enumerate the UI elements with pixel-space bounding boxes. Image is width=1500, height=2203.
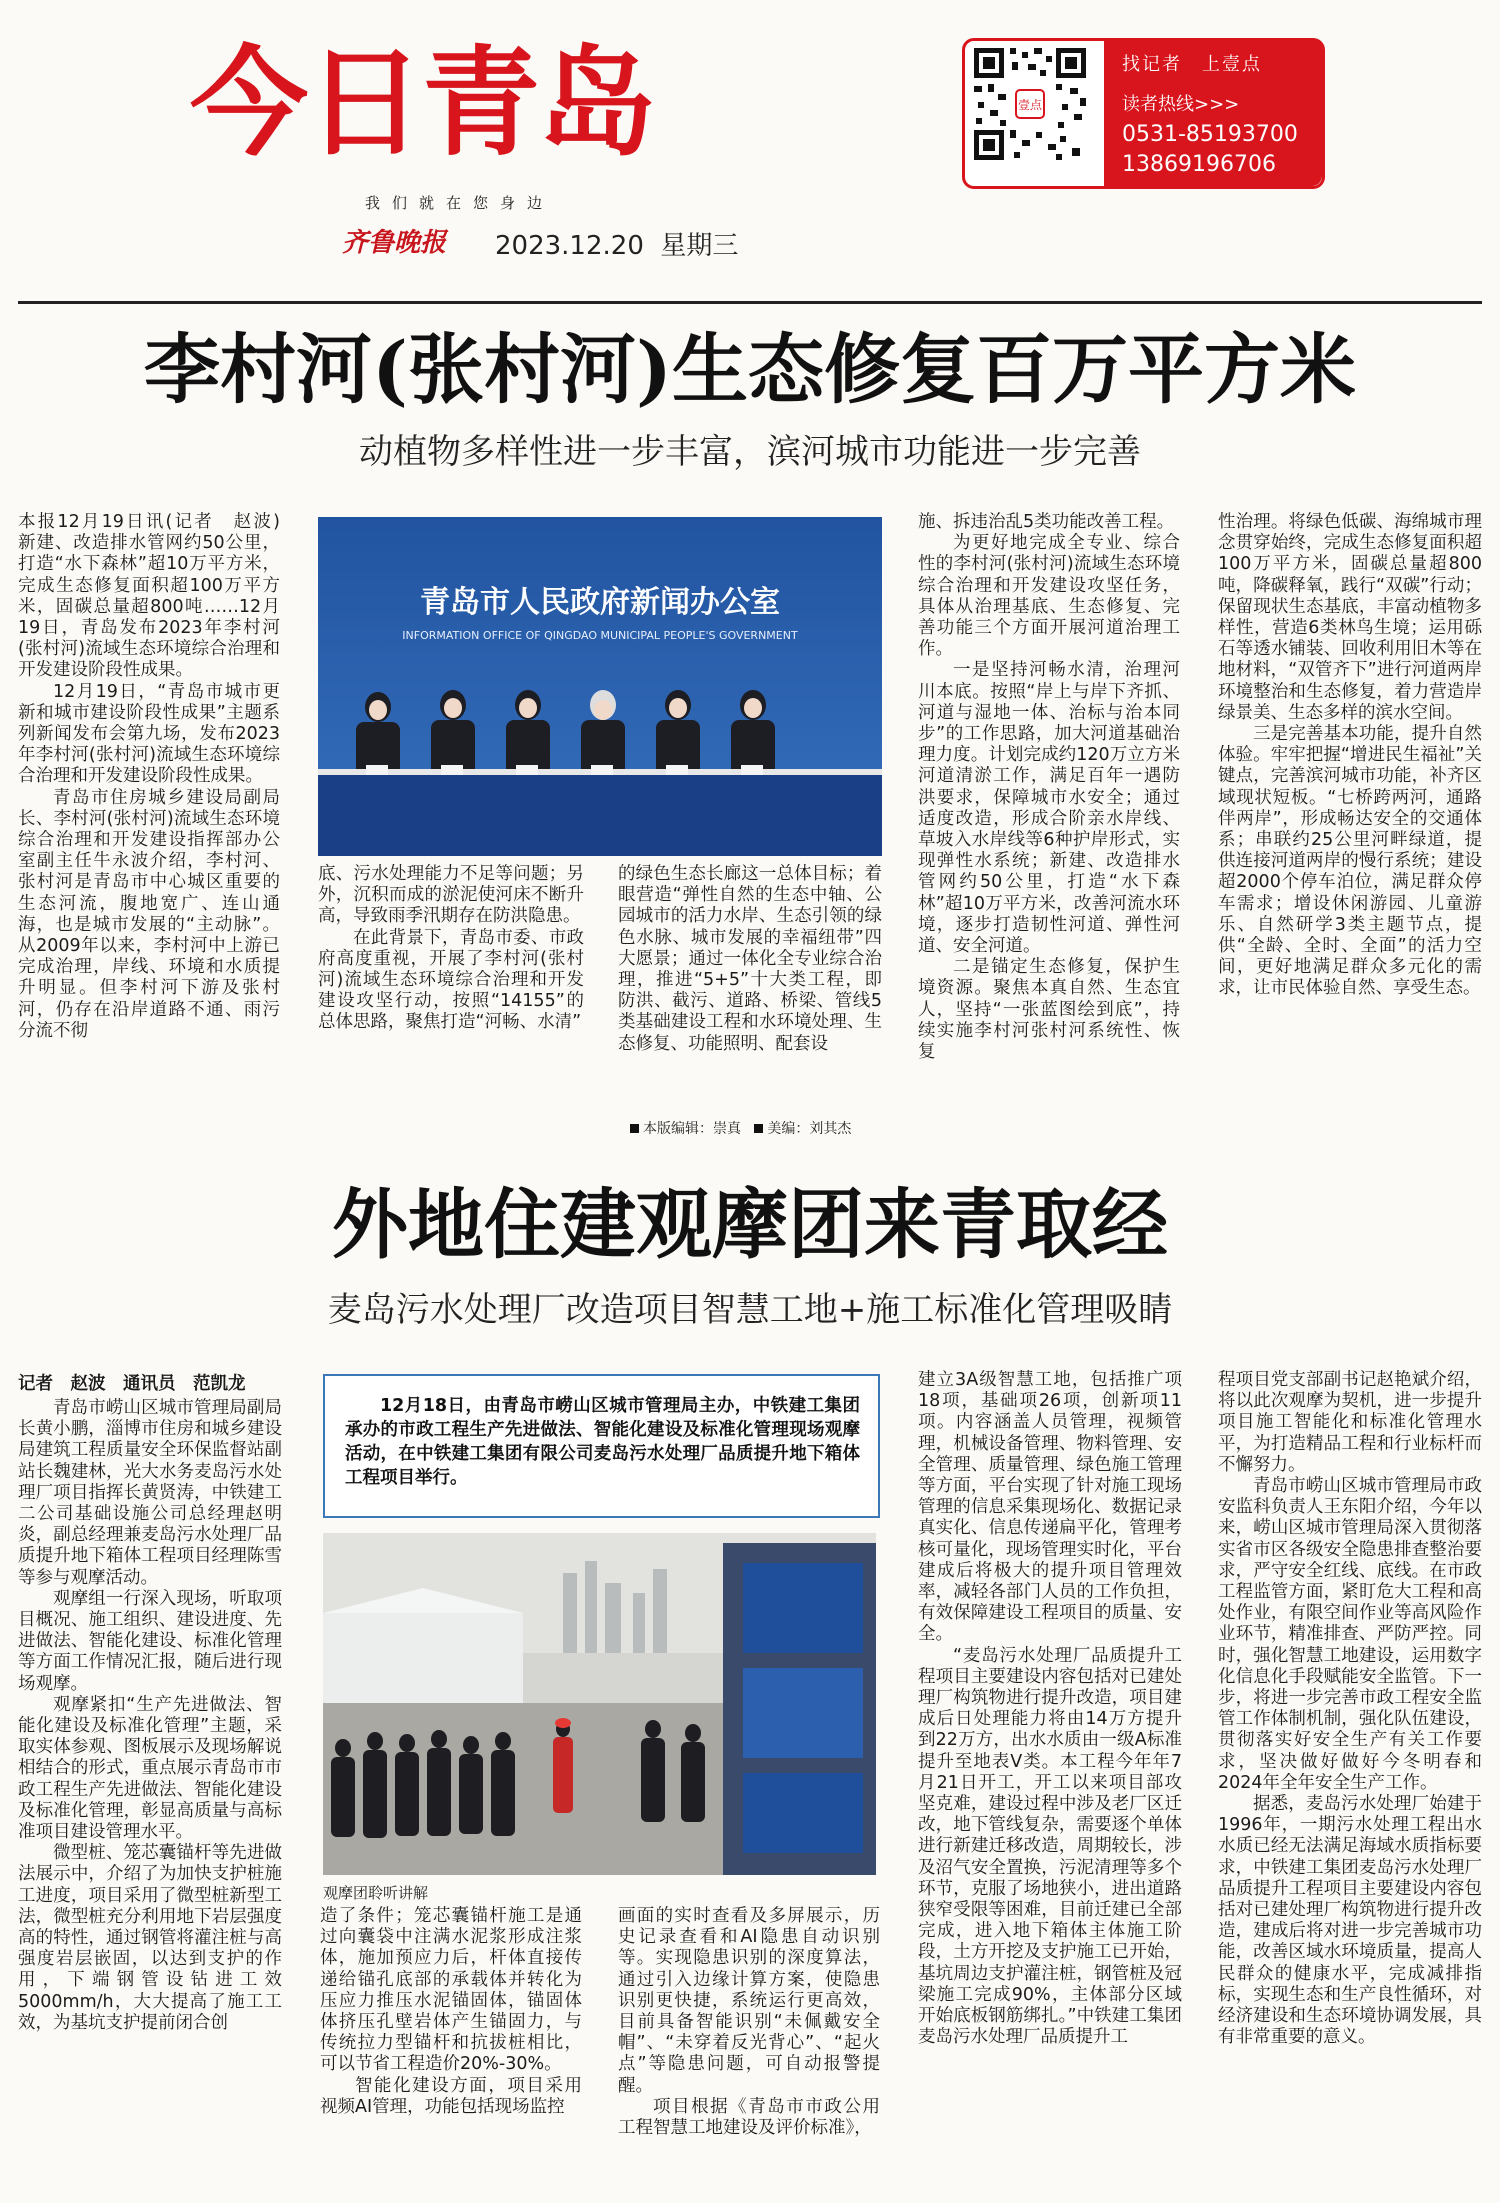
designer-credit: 美编：刘其杰	[767, 1121, 852, 1137]
article2-subhead: 麦岛污水处理厂改造项目智慧工地+施工标准化管理吸睛	[327, 1290, 1173, 1330]
article2-paragraph: 观摩紧扣“生产先进做法、智能化建设及标准化管理”主题，采取实体参观、图板展示及现场解说相结合的形式，重点展示青岛市市政工程生产先进做法、智能化建设及标准化管理，彰显高质量与高标准项目建设管理水平。	[18, 1694, 282, 1843]
article1-headline: 李村河(张村河)生态修复百万平方米	[144, 325, 1356, 414]
article1-paragraph: 为更好地完成全专业、综合性的李村河(张村河)流域生态环境综合治理和开发建设攻坚任务，具体从治理基底、生态修复、完善功能三个方面开展河道治理工作。	[918, 533, 1180, 660]
article1-subhead: 动植物多样性进一步丰富，滨河城市功能进一步完善	[359, 432, 1141, 472]
article2-paragraph: 画面的实时查看及多屏展示，历史记录查看和AI隐患自动识别等。实现隐患识别的深度算法，通过引入边缘计算方案，使隐患识别更快捷，系统运行更高效，目前具备智能识别“未佩戴安全帽”、“未穿着反光背心”、“起火点”等隐患问题，可自动报警提醒。	[618, 1906, 880, 2096]
hotline-phone-2: 13869196706	[1122, 152, 1276, 177]
article1-paragraph: 底、污水处理能力不足等问题；另外，沉积而成的淤泥使河床不断升高，导致雨季汛期存在防洪隐患。	[318, 864, 584, 927]
article2-column-5	[1218, 1370, 1482, 2049]
article2-column-2	[320, 1906, 582, 2118]
editor-credit: 本版编辑：崇真	[643, 1121, 741, 1137]
qr-code-icon[interactable]	[970, 44, 1090, 164]
article2-paragraph: 建立3A级智慧工地，包括推广项18项，基础项26项，创新项11项。内容涵盖人员管理，视频管理，机械设备管理、物料管理、安全管理、质量管理、绿色施工管理等方面，平台实现了针对施工现场管理的信息采集现场化、数据记录真实化、信息传递扁平化，管理考核可量化，现场管理实时化，平台建成后将极大的提升项目管理效率，减轻各部门人员的工作负担，有效保障建设工程项目的质量、安全。	[918, 1370, 1182, 1645]
date: 2023.12.20	[495, 231, 644, 261]
article2-paragraph: 据悉，麦岛污水处理厂始建于1996年，一期污水处理工程出水水质已经无法满足海域水质指标要求，中铁建工集团麦岛污水处理厂品质提升工程项目主要建设内容包括对已建处理厂构筑物进行提升改造，建成后将对进一步完善城市功能，改善区域水环境质量，提高人民群众的健康水平，完成减排指标，实现生态和生产良性循环，对经济建设和生态环境协调发展，具有非常重要的意义。	[1218, 1794, 1482, 2048]
article1-column-5	[1218, 512, 1482, 1000]
article2-byline: 记者 赵波 通讯员 范凯龙	[18, 1374, 246, 1394]
article1-paragraph: 二是锚定生态修复，保护生境资源。聚焦本真自然、生态宜人，坚持“一张蓝图绘到底”，持续实施李村河张村河系统性、恢复	[918, 957, 1180, 1063]
article1-paragraph: 在此背景下，青岛市委、市政府高度重视，开展了李村河(张村河)流域生态环境综合治理和开发建设攻坚行动，按照“14155”的总体思路，聚焦打造“河畅、水清”	[318, 927, 584, 1033]
article2-paragraph: 微型桩、笼芯囊锚杆等先进做法展示中，介绍了为加快支护桩施工进度，项目采用了微型桩新型工法，微型桩充分利用地下岩层强度高的特性，通过钢管将灌注桩与高强度岩层嵌固，以达到支护的作用，下端钢管设钻进工效5000mm/h，大大提高了施工工效，为基坑支护提前闭合创	[18, 1843, 282, 2033]
article2-column-4	[918, 1370, 1182, 2049]
article1-paragraph: 一是坚持河畅水清，治理河川本底。按照“岸上与岸下齐抓、河道与湿地一体、治标与治本同步”的工作思路，加大河道基础治理力度。计划完成约120万立方米河道清淤工作，满足百年一遇防洪要求，保障城市水安全；通过适度改造，形成合阶亲水岸线、草坡入水岸线等6种护岸形式，实现弹性水系统；新建、改造排水管网约50公里，打造“水下森林”超10万平方米，改善河流水环境，逐步打造韧性河道、弹性河道、安全河道。	[918, 660, 1180, 957]
article2-lead: 12月18日，由青岛市崂山区城市管理局主办，中铁建工集团承办的市政工程生产先进做法、智能化建设及标准化管理现场观摩活动，在中铁建工集团有限公司麦岛污水处理厂品质提升地下箱体工程项目举行。	[345, 1396, 860, 1488]
banner-title: 青岛市人民政府新闻办公室	[420, 585, 780, 620]
article2-lead-box	[323, 1374, 880, 1518]
hotline-label: 读者热线>>>	[1122, 94, 1240, 115]
article2-paragraph: 青岛市崂山区城市管理局市政安监科负责人王东阳介绍，今年以来，崂山区城市管理局深入贯彻落实省市区各级安全隐患排查整治要求，严守安全红线、底线。在市政工程监管方面，紧盯危大工程和高处作业，有限空间作业等高风险作业环节，精准排查、严防严控。同时，强化智慧工地建设，运用数字化信息化手段赋能安全监管。下一步，将进一步完善市政工程安全监管工作体制机制，强化队伍建设，贯彻落实好安全生产有关工作要求，坚决做好做好今冬明春和2024年全年安全生产工作。	[1218, 1476, 1482, 1793]
article1-paragraph: 施、拆违治乱5类功能改善工程。	[918, 512, 1175, 532]
article1-paragraph: 青岛市住房城乡建设局副局长、李村河(张村河)流域生态环境综合治理和开发建设指挥部办公室副主任牛永波介绍，李村河、张村河是青岛市中心城区重要的生态河流，腹地宽广、连山通海，也是城市发展的“主动脉”。从2009年以来，李村河中上游已完成治理，岸线、环境和水质提升明显。但李村河下游及张村河，仍存在沿岸道路不通、雨污分流不彻	[18, 787, 280, 1041]
weekday: 星期三	[660, 231, 739, 261]
banner-subtitle: INFORMATION OFFICE OF QINGDAO MUNICIPAL PEOPLE'S GOVERNMENT	[402, 629, 798, 642]
article1-column-4	[918, 512, 1180, 1063]
article2-paragraph: 程项目党支部副书记赵艳斌介绍，将以此次观摩为契机，进一步提升项目施工智能化和标准化管理水平，为打造精品工程和行业标杆而不懈努力。	[1218, 1370, 1482, 1475]
article1-paragraph: 性治理。将绿色低碳、海绵城市理念贯穿始终，完成生态修复面积超100万平方米，固碳总量超800吨，降碳释氧，践行“双碳”行动；保留现状生态基底，丰富动植物多样性，营造6类林鸟生境；运用砾石等透水铺装、回收利用旧木等在地材料，“双管齐下”进行河道两岸环境整治和生态修复，着力营造岸绿景美、生态多样的滨水空间。	[1218, 512, 1482, 723]
hotline-phone-1: 0531-85193700	[1122, 122, 1298, 147]
article1-paragraph: 的绿色生态长廊这一总体目标；着眼营造“弹性自然的生态中轴、公园城市的活力水岸、生态引领的绿色水脉、城市发展的幸福纽带”四大愿景；通过一体化全专业综合治理，推进“5+5”十大类工程，即防洪、截污、道路、桥梁、管线5类基础建设工程和水环境处理、生态修复、功能照明、配套设	[618, 864, 882, 1054]
press-conference-photo	[318, 517, 882, 856]
article2-paragraph: 项目根据《青岛市市政公用工程智慧工地建设及评价标准》，	[618, 2096, 880, 2139]
article1-paragraph: 三是完善基本功能，提升自然体验。牢牢把握“增进民生福祉”关键点，完善滨河城市功能，补齐区域现状短板。“七桥跨两河，通路伴两岸”，形成畅达安全的交通体系；串联约25公里河畔绿道，提供连接河道两岸的慢行系统；建设超2000个停车泊位，满足群众停车需求；增设休闲游园、儿童游乐、自然研学3类主题节点，提供“全龄、全时、全面”的活力空间，更好地满足群众多元化的需求，让市民体验自然、享受生态。	[1218, 724, 1482, 999]
article1-paragraph: 12月19日，“青岛市城市更新和城市建设阶段性成果”主题系列新闻发布会第九场，发布2023年李村河(张村河)流域生态环境综合治理和开发建设阶段性成果。	[18, 681, 280, 787]
article1-paragraph: 本报12月19日讯(记者 赵波) 新建、改造排水管网约50公里，打造“水下森林”超10万平方米，完成生态修复面积超100万平方米，固碳总量超800吨……12月19日，青岛发布2023年李村河(张村河)流域生态环境综合治理和开发建设阶段性成果。	[18, 512, 298, 681]
site-visit-photo	[323, 1533, 876, 1875]
article1-column-1	[18, 512, 298, 1042]
article2-column-1	[18, 1398, 282, 2034]
article2-column-3	[618, 1906, 880, 2139]
article2-paragraph: 观摩组一行深入现场，听取项目概况、施工组织、建设进度、先进做法、智能化建设、标准化管理等方面工作情况汇报，随后进行现场观摩。	[18, 1588, 282, 1694]
article2-paragraph: “麦岛污水处理厂品质提升工程项目主要建设内容包括对已建处理厂构筑物进行提升改造，项目建成后日处理能力将由14万方提升到22万方，出水水质由一级A标准提升至地表V类。本工程今年年7月21日开工，开工以来项目部攻坚克难，建设过程中涉及老厂区迁改，地下管线复杂，需要逐个单体进行新建迁移改造，周期较长，涉及沼气安全置换，污泥清理等多个环节，克服了场地狭小，进出道路狭窄受限等困难，目前迁建已全部完成，进入地下箱体主体施工阶段，土方开挖及支护施工已开始，基坑周边支护灌注桩，钢管桩及冠梁施工完成90%，主体部分区域开始底板钢筋绑扎。”中铁建工集团麦岛污水处理厂品质提升工	[918, 1645, 1182, 2048]
article2-paragraph: 青岛市崂山区城市管理局副局长黄小鹏，淄博市住房和城乡建设局建筑工程质量安全环保监督站副站长魏建林，光大水务麦岛污水处理厂项目指挥长黄贤涛，中铁建工二公司基础设施公司总经理赵明炎，副总经理兼麦岛污水处理厂品质提升地下箱体工程项目经理陈雪等参与观摩活动。	[18, 1398, 282, 1588]
qr-logo-text: 壹点	[1017, 98, 1043, 112]
top-divider	[18, 301, 1482, 304]
article2-paragraph: 造了条件；笼芯囊锚杆施工是通过向囊袋中注满水泥浆形成注浆体，施加预应力后，杆体直接传递给锚孔底部的承载体并转化为压应力推压水泥锚固体，锚固体体挤压孔壁岩体产生锚固力，与传统拉力型锚杆和抗拔桩相比，可以节省工程造价20%-30%。	[320, 1906, 582, 2075]
article2-headline: 外地住建观摩团来青取经	[332, 1180, 1168, 1269]
hotline-panel	[1104, 38, 1322, 186]
masthead-title: 今日青岛	[190, 34, 655, 172]
credits-line	[630, 1118, 851, 1138]
find-reporter-text: 找记者 上壹点	[1122, 54, 1262, 75]
newspaper-brand: 齐鲁晚报	[342, 228, 447, 258]
issue-date	[495, 225, 738, 262]
article1-column-2	[318, 864, 584, 1034]
article2-paragraph: 智能化建设方面，项目采用视频AI管理，功能包括现场监控	[320, 2075, 582, 2117]
photo-caption: 观摩团聆听讲解	[323, 1884, 429, 1902]
article1-column-3	[618, 864, 882, 1055]
masthead-slogan: 我们就在您身边	[365, 194, 555, 212]
